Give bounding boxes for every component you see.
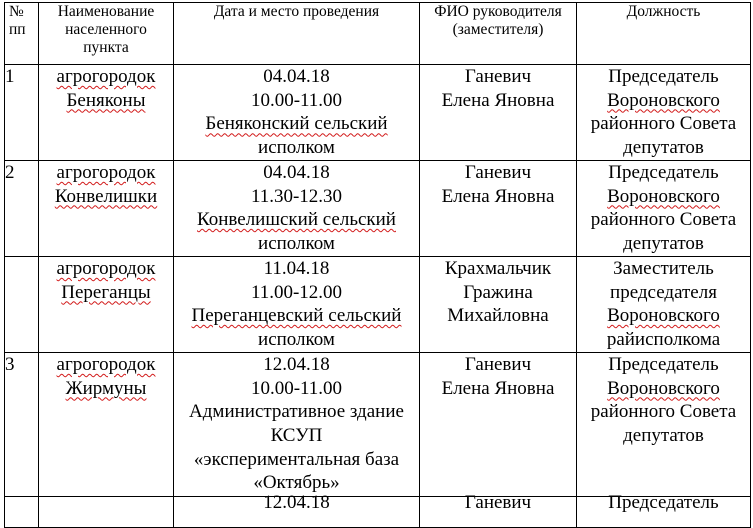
table-row [5,256,751,352]
header-row [5,3,751,65]
date-place-cell: 04.04.18 11.30-12.30 Конвелишский сельский исполком [174,160,420,256]
table-row [5,352,751,496]
row-number: 2 [5,160,39,256]
date-place-cell: 12.04.18 10.00-11.00 Административное здание КСУП «экспериментальная база «Октябрь» [174,352,420,496]
row-number [5,256,39,352]
header-date-place: Дата и место проведения [174,3,420,65]
position-cell: Председатель Вороновского районного Совета депутатов [577,160,751,256]
table-row [5,160,751,256]
locality-cell: агрогородок Беняконы [39,65,174,161]
leader-cell: Ганевич [420,496,577,527]
date-place-cell: 11.04.18 11.00-12.00 Переганцевский сельский исполком [174,256,420,352]
position-cell: Председатель Вороновского районного Совета депутатов [577,65,751,161]
header-leader: ФИО руководителя (заместителя) [420,3,577,65]
row-number: 3 [5,352,39,496]
header-locality: Наименование населенного пункта [39,3,174,65]
header-position: Должность [577,3,751,65]
locality-cell: агрогородок Конвелишки [39,160,174,256]
position-cell: Заместитель председателя Вороновского райисполкома [577,256,751,352]
leader-cell: Ганевич Елена Яновна [420,65,577,161]
leader-cell: Крахмальчик Гражина Михайловна [420,256,577,352]
locality-cell: агрогородок Переганцы [39,256,174,352]
header-number: № пп [5,3,39,65]
leader-cell: Ганевич Елена Яновна [420,352,577,496]
date-place-cell: 12.04.18 [174,496,420,527]
table-row [5,65,751,161]
schedule-table [4,2,751,528]
row-number: 1 [5,65,39,161]
position-cell: Председатель Вороновского районного Совета депутатов [577,352,751,496]
date-place-cell: 04.04.18 10.00-11.00 Беняконский сельский исполком [174,65,420,161]
position-cell: Председатель [577,496,751,527]
locality-cell: агрогородок Жирмуны [39,352,174,496]
leader-cell: Ганевич Елена Яновна [420,160,577,256]
